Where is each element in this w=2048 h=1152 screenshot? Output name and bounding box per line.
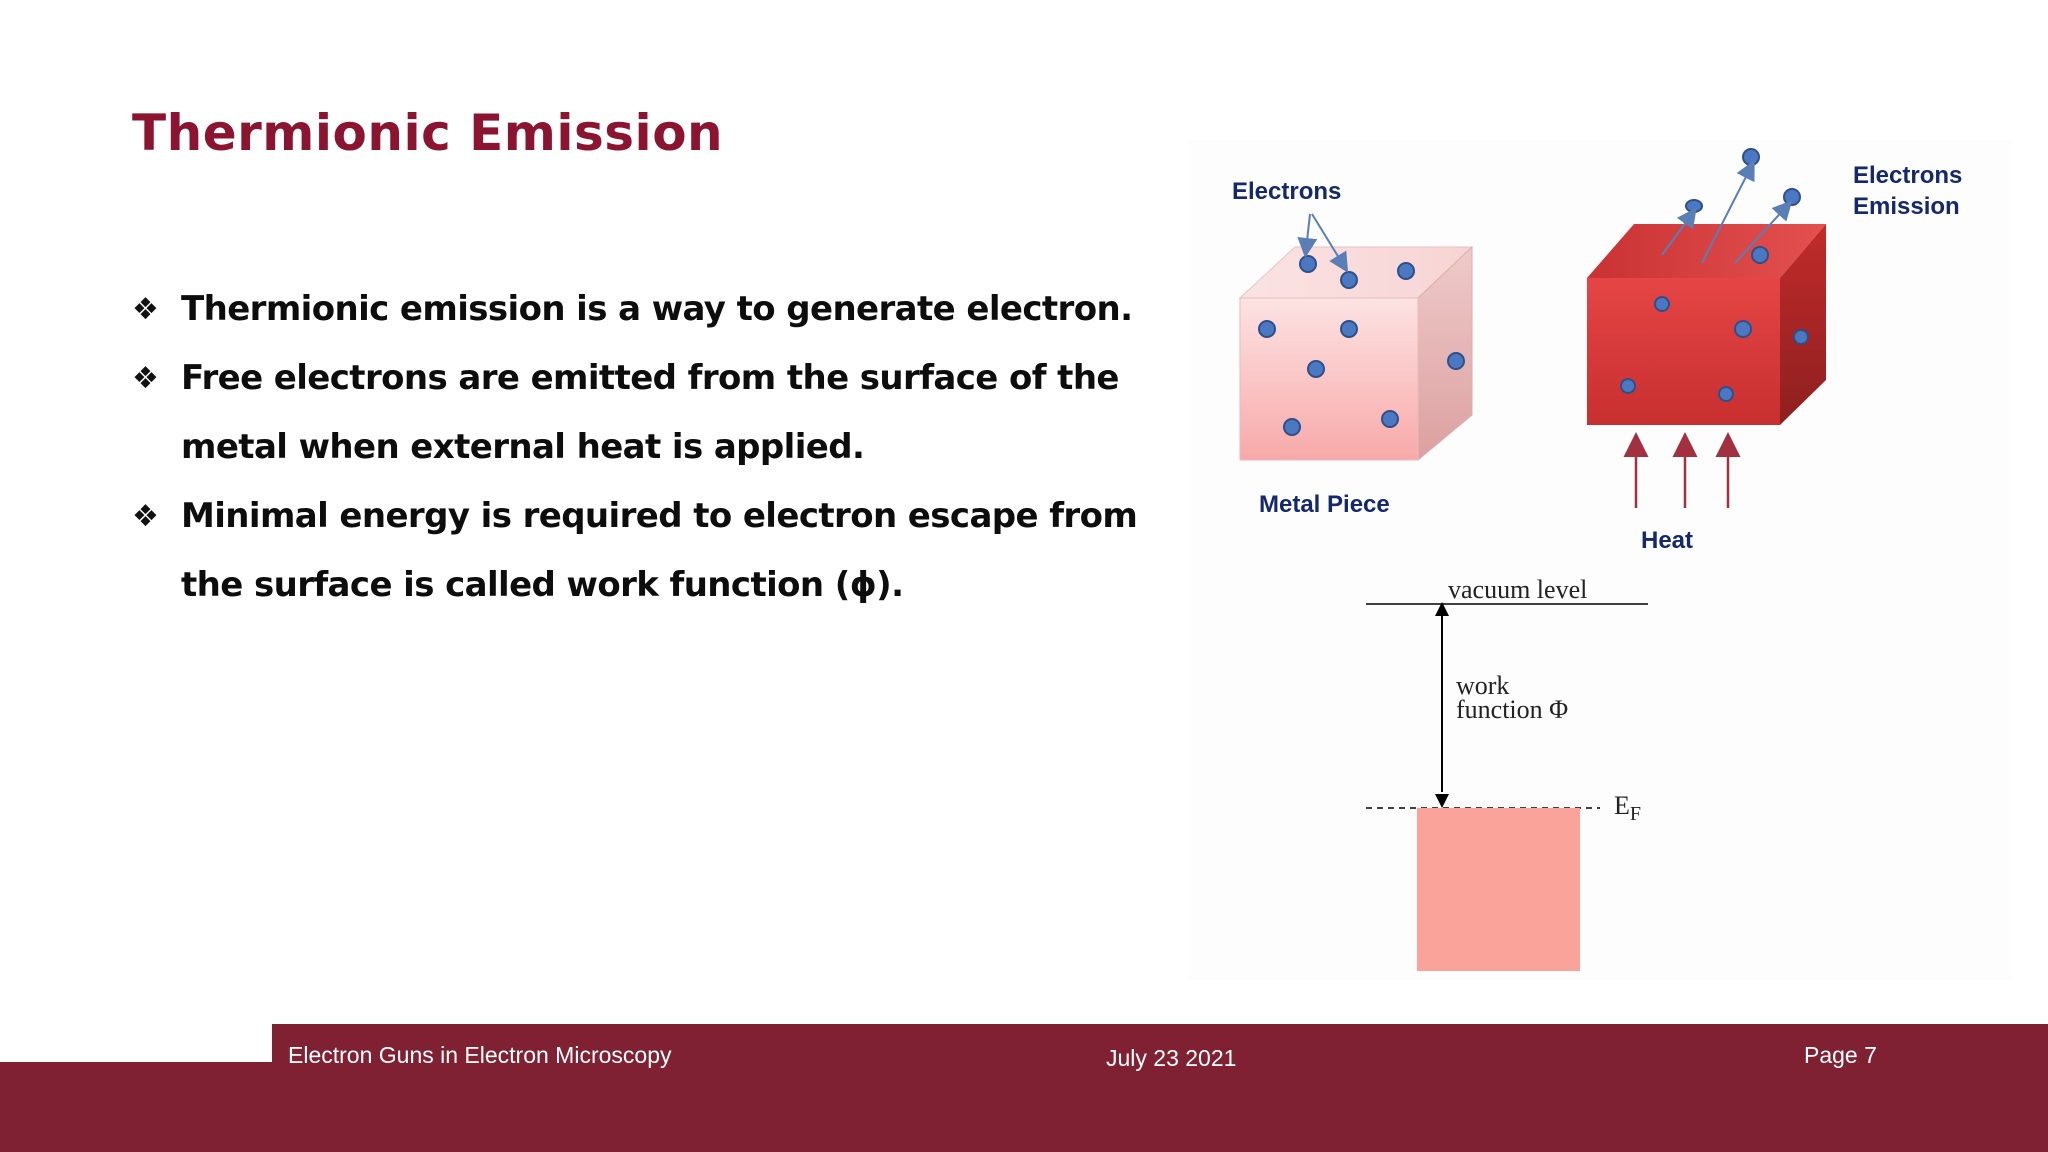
metal-piece-label: Metal Piece (1259, 491, 1390, 518)
heat-arrows (1636, 442, 1728, 508)
electron-dot (1398, 263, 1414, 279)
bullet-text: Thermionic emission is a way to generate electron. (181, 289, 1133, 329)
work-function-energy-diagram (1366, 575, 1648, 971)
electron-dot (1341, 321, 1357, 337)
work-function-label-line1: work (1456, 671, 1510, 700)
slide-title: Thermionic Emission (132, 104, 724, 162)
diamond-bullet-icon: ❖ (132, 361, 159, 396)
electron-dot (1784, 189, 1800, 205)
bullet-item (132, 344, 1152, 482)
bullet-text: Free electrons are emitted from the surface of the metal when external heat is applied. (181, 358, 1119, 467)
electron-dot (1743, 149, 1759, 165)
electron-dot (1341, 272, 1357, 288)
diagram-svg (1190, 140, 2010, 980)
electron-dot (1752, 247, 1768, 263)
electron-dot (1735, 321, 1751, 337)
metal-piece-cube (1240, 247, 1472, 460)
electrons-label: Electrons (1232, 178, 1342, 205)
work-function-label-line2: function Φ (1456, 695, 1569, 724)
footer-date: July 23 2021 (1106, 1045, 1237, 1071)
bullet-item (132, 275, 1152, 344)
electron-dot (1794, 330, 1808, 344)
electrons-emission-label-line2: Emission (1853, 193, 1960, 220)
heat-label: Heat (1641, 527, 1694, 554)
diamond-bullet-icon: ❖ (132, 499, 159, 534)
electron-dot (1259, 321, 1275, 337)
electron-dot (1719, 387, 1733, 401)
fermi-level-label: $E_F$ (1614, 791, 1642, 825)
electron-dot (1308, 361, 1324, 377)
vacuum-level-label: vacuum level (1448, 575, 1588, 604)
electron-dot (1448, 353, 1464, 369)
bullet-text: Minimal energy is required to electron escape from the surface is called work function (ϕ). (181, 496, 1138, 605)
thermionic-diagram (1190, 140, 2010, 980)
electron-dot (1284, 419, 1300, 435)
fermi-sea-block (1417, 808, 1580, 971)
bullet-list (132, 275, 1152, 620)
electron-dot (1621, 379, 1635, 393)
electron-dot (1686, 200, 1702, 212)
electron-dot (1382, 411, 1398, 427)
electron-dot (1300, 256, 1316, 272)
bullet-item (132, 482, 1152, 620)
footer-page-number: Page 7 (1804, 1042, 1877, 1068)
diamond-bullet-icon: ❖ (132, 292, 159, 327)
electrons-emission-label-line1: Electrons (1853, 162, 1963, 189)
footer-presentation-title: Electron Guns in Electron Microscopy (288, 1042, 672, 1068)
electron-dot (1655, 297, 1669, 311)
